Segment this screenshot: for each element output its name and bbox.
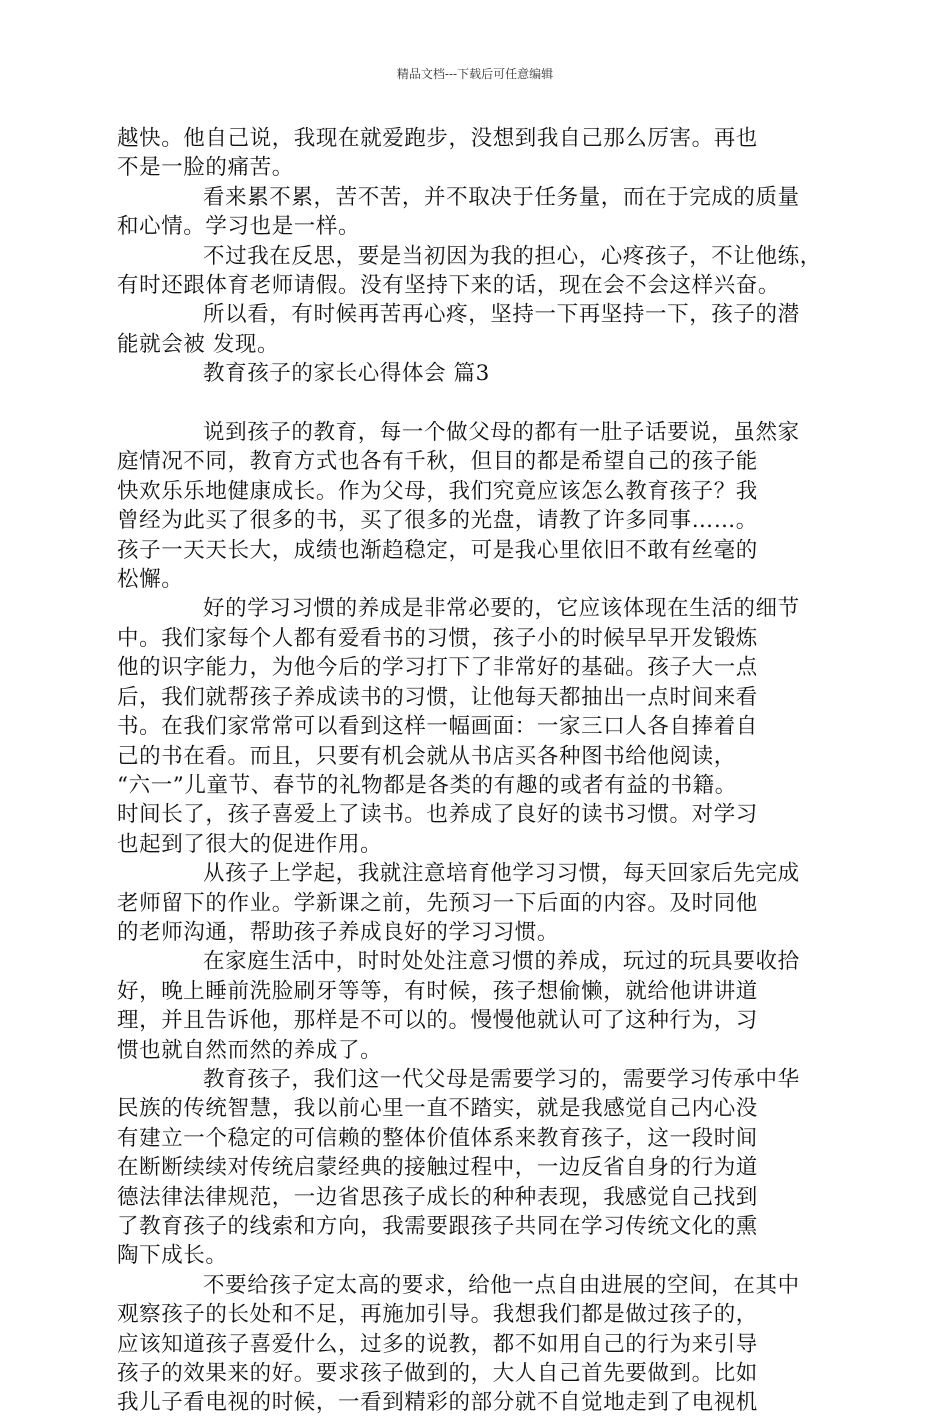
- page-header: 精品文档---下载后可任意编辑: [396, 67, 554, 81]
- paragraph: 教育孩子，我们这一代父母是需要学习的，需要学习传承中华 民族的传统智慧，我以前心里一直不踏实，就是我感觉自己内心没 有建立一个稳定的可信赖的整体价值体系来教育孩子，这一段时间 在断断续续对传统启蒙经典的接触过程中，一边反省自身的行为道 德法律法律规范，一边省思孩子成长的种种表现，我感觉自己找到 了教育孩子的线索和方向，我需要跟孩子共同在学习传统文化的熏 陶下成长。: [117, 1066, 800, 1269]
- paragraph: 在家庭生活中，时时处处注意习惯的养成，玩过的玩具要收拾 好，晚上睡前洗脸刷牙等等，有时候，孩子想偷懒，就给他讲讲道 理，并且告诉他，那样是不可以的。慢慢他就认可了这种行为，习 惯也就自然而然的养成了。: [117, 949, 800, 1063]
- paragraph-continuation: 越快。他自己说，我现在就爱跑步，没想到我自己那么厉害。再也 不是一脸的痛苦。: [117, 126, 758, 181]
- paragraph: 看来累不累，苦不苦，并不取决于任务量，而在于完成的质量 和心情。学习也是一样。: [117, 184, 800, 240]
- document-body: [117, 124, 837, 1418]
- paragraph: 好的学习习惯的养成是非常必要的，它应该体现在生活的细节 中。我们家每个人都有爱看书的习惯，孩子小的时候早早开发锻炼 他的识字能力，为他今后的学习打下了非常好的基础。孩子大一点 后，我们就帮孩子养成读书的习惯，让他每天都抽出一点时间来看 书。在我们家常常可以看到这样一幅画面：一家三口人各自捧着自 己的书在看。而且，只要有机会就从书店买各种图书给他阅读， “六一”儿童节、春节的礼物都是各类的有趣的或者有益的书籍。 时间长了，孩子喜爱上了读书。也养成了良好的读书习惯。对学习 也起到了很大的促进作用。: [117, 596, 800, 857]
- paragraph: 不要给孩子定太高的要求，给他一点自由进展的空间，在其中 观察孩子的长处和不足，再施加引导。我想我们都是做过孩子的， 应该知道孩子喜爱什么，过多的说教，都不如用自己的行为来引导 孩子的效果来的好。要求孩子做到的，大人自己首先要做到。比如 我儿子看电视的时候，一看到精彩的部分就不自觉地走到了电视机: [117, 1272, 800, 1416]
- paragraph: 说到孩子的教育，每一个做父母的都有一肚子话要说，虽然家 庭情况不同，教育方式也各有千秋，但目的都是希望自己的孩子能 快欢乐乐地健康成长。作为父母，我们究竟应该怎么教育孩子？我 曾经为此买了很多的书，买了很多的光盘，请教了许多同事……。 孩子一天天长大，成绩也渐趋稳定，可是我心里依旧不敢有丝毫的 松懈。: [117, 420, 800, 593]
- paragraph: 从孩子上学起，我就注意培育他学习习惯，每天回家后先完成 老师留下的作业。学新课之前，先预习一下后面的内容。及时同他 的老师沟通，帮助孩子养成良好的学习习惯。: [117, 861, 800, 945]
- section-title: 教育孩子的家长心得体会 篇3: [203, 361, 490, 387]
- paragraph: 不过我在反思，要是当初因为我的担心，心疼孩子，不让他练， 有时还跟体育老师请假。没有坚持下来的话，现在会不会这样兴奋。: [117, 243, 822, 299]
- paragraph: 所以看，有时候再苦再心疼，坚持一下再坚持一下，孩子的潜 能就会被 发现。: [117, 302, 800, 357]
